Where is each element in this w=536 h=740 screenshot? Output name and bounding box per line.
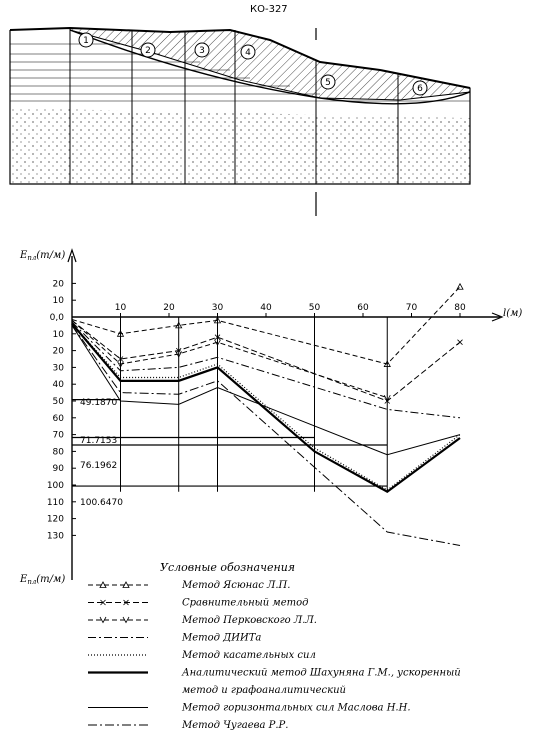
y-tick-label: 120	[46, 514, 64, 525]
y-tick-label: 10	[52, 296, 64, 307]
series-point	[458, 340, 463, 345]
x-tick-label: 60	[357, 303, 369, 313]
legend-label: Метод Чугаева Р.Р.	[182, 720, 289, 731]
y-axis-title-bottom: $E_{пл}(т/м)$	[20, 574, 66, 586]
marker-label: 5	[325, 78, 331, 88]
y-tick-label: 110	[46, 497, 64, 508]
y-tick-label: 60	[52, 413, 64, 424]
series-line	[72, 322, 460, 418]
legend-label: Метод касательных сил	[182, 650, 316, 661]
value-label: 76.1962	[80, 461, 118, 471]
y-tick-label: 70	[52, 430, 64, 441]
y-axis-title-top: $E_{пл}(т/м)$	[20, 250, 66, 262]
sand-layer	[10, 108, 470, 184]
marker-label: 2	[145, 46, 151, 56]
value-label: 71.7153	[80, 436, 118, 446]
y-tick-label: 100	[46, 481, 64, 491]
y-tick-label: 130	[46, 531, 64, 542]
legend-label: Метод Перковского Л.Л.	[182, 615, 317, 626]
legend-label: метод и графоаналитический	[182, 685, 346, 696]
x-axis-title: l(м)	[503, 308, 523, 319]
y-tick-label: 20	[52, 279, 64, 290]
legend-label: Метод горизонтальных сил Маслова Н.Н.	[182, 702, 411, 714]
y-tick-label: 30	[52, 363, 64, 374]
series-line	[72, 320, 387, 397]
x-tick-label: 50	[308, 303, 321, 313]
y-tick-label: 80	[52, 447, 64, 458]
value-label: 100.6470	[80, 498, 123, 508]
x-tick-label: 20	[163, 303, 175, 313]
chart	[19, 250, 522, 586]
station-lines	[121, 317, 388, 492]
x-tick-label: 70	[405, 303, 418, 313]
legend-label: Сравнительный метод	[182, 597, 309, 609]
y-tick-label: 40	[52, 380, 64, 391]
series-line	[72, 287, 460, 364]
x-tick-label: 40	[260, 303, 272, 313]
marker-label: 6	[417, 84, 423, 94]
x-tick-label: 10	[114, 303, 127, 313]
legend-items	[88, 580, 461, 731]
cross-section	[10, 4, 470, 216]
top-label: КО-327	[250, 4, 288, 15]
marker-label: 4	[245, 48, 251, 58]
y-tick-label: 90	[52, 464, 64, 475]
x-tick-label: 80	[454, 303, 466, 313]
y-tick-label: 20	[52, 346, 64, 357]
legend-label: Аналитический метод Шахуняна Г.М., ускоренный	[182, 667, 461, 679]
legend-label: Метод ДИИТа	[182, 632, 262, 644]
x-tick-label: 30	[211, 303, 224, 313]
legend-title: Условные обозначения	[160, 561, 296, 574]
series-group	[72, 284, 463, 546]
marker-label: 1	[83, 36, 89, 46]
series-line	[72, 325, 460, 454]
series-point	[457, 284, 463, 290]
y-zero-label: 0,0	[49, 313, 64, 323]
legend	[88, 561, 461, 731]
legend-label: Метод Ясюнас Л.П.	[182, 580, 291, 591]
level-lines	[72, 400, 387, 486]
y-tick-label: 10	[52, 329, 64, 340]
value-label: 49.1870	[80, 398, 118, 408]
y-tick-label: 50	[52, 397, 64, 407]
marker-label: 3	[199, 46, 205, 56]
